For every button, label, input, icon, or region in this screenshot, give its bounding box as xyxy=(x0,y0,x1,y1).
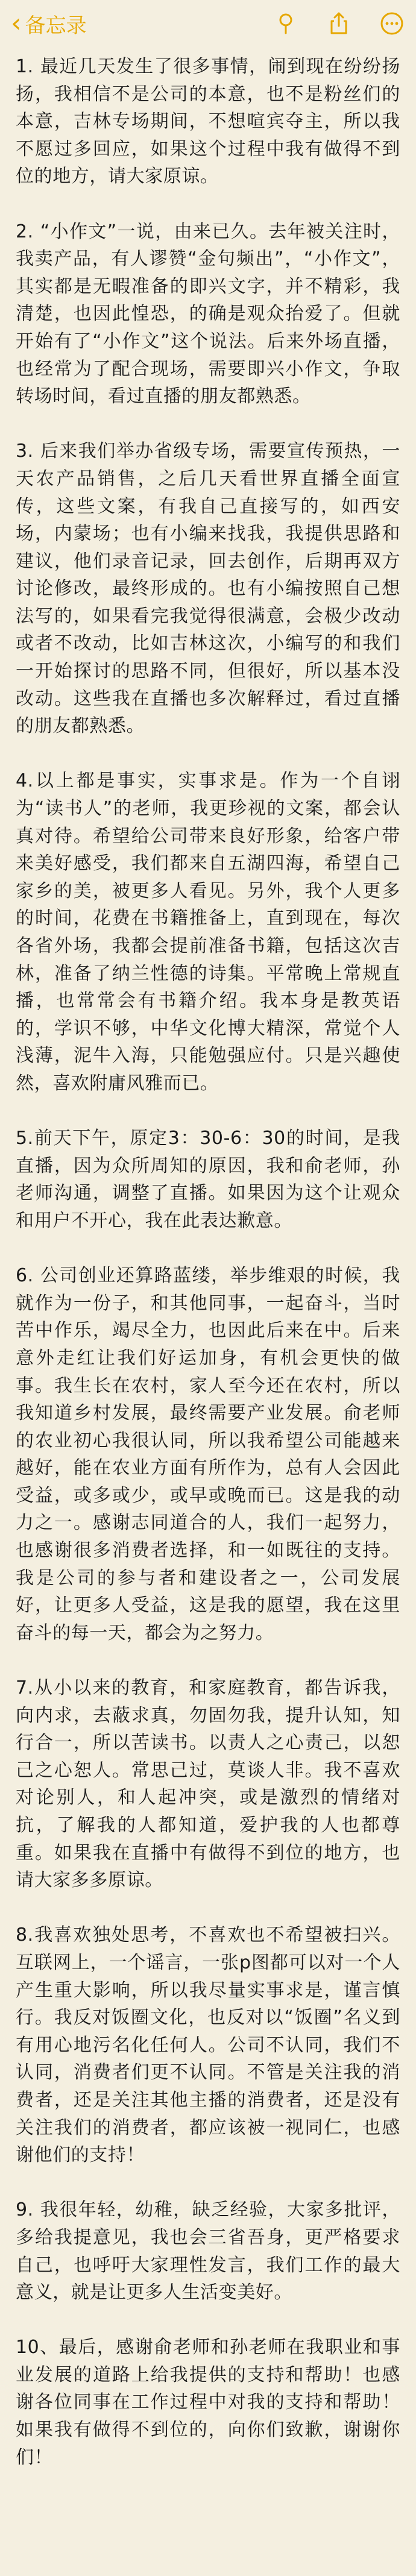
back-label: 备忘录 xyxy=(25,13,87,38)
chevron-left-icon: ‹ xyxy=(11,8,22,39)
pin-icon[interactable] xyxy=(273,10,299,37)
paragraph-1: 1. 最近几天发生了很多事情，闹到现在纷纷扬扬，我相信不是公司的本意，也不是粉丝们的本意，吉林专场期间，不想喧宾夺主，所以我不愿过多回应，如果这个过程中我有做得不到位的地方，请大家原谅。 xyxy=(16,56,400,187)
more-icon[interactable] xyxy=(379,10,405,37)
paragraph-5: 5.前天下午，原定3：30-6：30的时间，是我直播，因为众所周知的原因，我和俞老师，孙老师沟通，调整了直播。如果因为这个让观众和用户不开心，我在此表达歉意。 xyxy=(16,1128,400,1231)
paragraph-2: 2. “小作文”一说，由来已久。去年被关注时，我卖产品，有人谬赞“金句频出”，“小作文”，其实都是无暇准备的即兴文字，并不精彩，我清楚，也因此惶恐，的确是观众抬爱了。但就开始有了“小作文”这个说法。后来外场直播，也经常为了配合现场，需要即兴小作文，争取转场时间，看过直播的朋友都熟悉。 xyxy=(16,221,400,407)
paragraph-10: 10、最后，感谢俞老师和孙老师在我职业和事业发展的道路上给我提供的支持和帮助！也感谢各位同事在工作过程中对我的支持和帮助！如果我有做得不到位的，向你们致歉，谢谢你们！ xyxy=(16,2337,400,2468)
paragraph-9: 9. 我很年轻，幼稚，缺乏经验，大家多批评，多给我提意见，我也会三省吾身，更严格要求自己，也呼吁大家理性发言，我们工作的最大意义，就是让更多人生活变美好。 xyxy=(16,2199,400,2304)
navigation-bar xyxy=(0,0,416,47)
paragraph-4: 4.以上都是事实，实事求是。作为一个自诩为“读书人”的老师，我更珍视的文案，都会认真对待。希望给公司带来良好形象，给客户带来美好感受，我们都来自五湖四海，希望自己家乡的美，被更多人看见。另外，我个人更多的时间，花费在书籍推备上，直到现在，每次各省外场，我都会提前准备书籍，包括这次吉林，准备了纳兰性德的诗集。平常晚上常规直播，也常常会有书籍介绍。我本身是教英语的，学识不够，中华文化博大精深，常觉个人浅薄，泥牛入海，只能勉强应付。只是兴趣使然，喜欢附庸风雅而已。 xyxy=(16,770,400,1094)
back-button[interactable] xyxy=(11,9,87,39)
paragraph-7: 7.从小以来的教育，和家庭教育，都告诉我，向内求，去蔽求真，勿固勿我，提升认知，知行合一，所以苦读书。以责人之心责己，以恕己之心恕人。常思己过，莫谈人非。我不喜欢对论别人，和人起冲突，或是激烈的情绪对抗，了解我的人都知道，爱护我的人也都尊重。如果我在直播中有做得不到位的地方，也请大家多多原谅。 xyxy=(16,1677,400,1891)
paragraph-3: 3. 后来我们举办省级专场，需要宣传预热，一天农产品销售，之后几天看世界直播全面宣传，这些文案，有我自己直接写的，如西安场，内蒙场；也有小编来找我，我提供思路和建议，他们录音记录，回去创作，后期再双方讨论修改，最终形成的。也有小编按照自己想法写的，如果看完我觉得很满意，会极少改动或者不改动，比如吉林这次，小编写的和我们一开始探讨的思路不同，但很好，所以基本没改动。这些我在直播也多次解释过，看过直播的朋友都熟悉。 xyxy=(16,441,400,737)
paragraph-8: 8.我喜欢独处思考，不喜欢也不希望被扫兴。互联网上，一个谣言，一张p图都可以对一个人产生重大影响，所以我尽量实事求是，谨言慎行。我反对饭圈文化，也反对以“饭圈”名义到有用心地污名化任何人。公司不认同，我们不认同，消费者们更不认同。不管是关注我的消费者，还是关注其他主播的消费者，还是没有关注我们的消费者，都应该被一视同仁，也感谢他们的支持！ xyxy=(16,1924,400,2166)
note-body[interactable] xyxy=(0,47,416,2471)
toolbar xyxy=(273,10,405,37)
paragraph-6: 6. 公司创业还算路蓝缕，举步维艰的时候，我就作为一份子，和其他同事，一起奋斗，当时苦中作乐，竭尽全力，也因此后来在中。后来意外走红让我们好运加身，有机会更快的做事。我生长在农村，家人至今还在农村，所以我知道乡村发展，最终需要产业发展。俞老师的农业初心我很认同，所以我希望公司能越来越好，能在农业方面有所作为，总有人会因此受益，或多或少，或早或晚而已。这是我的动力之一。感谢志同道合的人，我们一起努力，也感谢很多消费者选择，和一如既往的支持。我是公司的参与者和建设者之一，公司发展好，让更多人受益，这是我的愿望，我在这里奋斗的每一天，都会为之努力。 xyxy=(16,1265,400,1644)
share-icon[interactable] xyxy=(326,10,352,37)
